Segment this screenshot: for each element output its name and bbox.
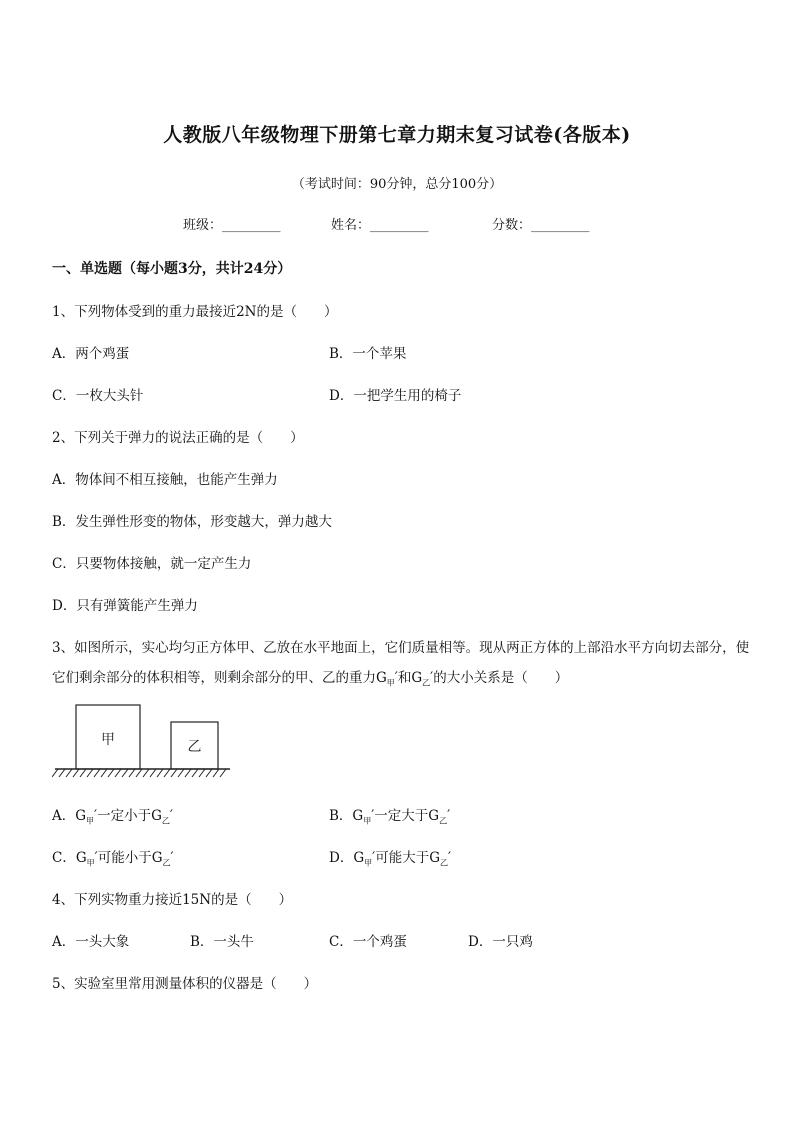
q1-option-b: B．一个苹果 [329, 346, 407, 362]
hatch-mark [164, 769, 170, 777]
hatch-mark [171, 769, 177, 777]
q4-option-a: A．一头大象 [52, 934, 130, 950]
exam-info: （考试时间：90分钟，总分100分） [291, 177, 503, 192]
question-4: 4、下列实物重力接近15N的是（ ） [52, 892, 293, 908]
cube-jia-label: 甲 [101, 732, 115, 748]
hatch-mark [206, 769, 212, 777]
name-field: 姓名：_________ [331, 218, 429, 233]
q1-option-d: D．一把学生用的椅子 [329, 388, 462, 404]
hatch-mark [101, 769, 107, 777]
question-2: 2、下列关于弹力的说法正确的是（ ） [52, 430, 304, 446]
hatch-mark [80, 769, 86, 777]
q4-option-b: B．一头牛 [190, 934, 254, 950]
hatch-mark [94, 769, 100, 777]
page-title: 人教版八年级物理下册第七章力期末复习试卷(各版本) [163, 124, 631, 146]
cubes-figure [52, 700, 234, 782]
hatch-mark [66, 769, 72, 777]
question-3 [52, 633, 752, 699]
class-field: 班级：_________ [183, 218, 281, 233]
question-5: 5、实验室里常用测量体积的仪器是（ ） [52, 976, 318, 992]
q3-option-c: C．$G_甲'$可能小于$G_乙'$ [52, 850, 174, 868]
score-field: 分数：_________ [492, 218, 590, 233]
ground-hatching [52, 769, 226, 777]
q1-option-a: A．两个鸡蛋 [52, 346, 130, 362]
hatch-mark [52, 769, 58, 777]
hatch-mark [143, 769, 149, 777]
q4-option-d: D．一只鸡 [468, 934, 533, 950]
q2-option-b: B．发生弹性形变的物体，形变越大，弹力越大 [52, 514, 332, 530]
hatch-mark [220, 769, 226, 777]
hatch-mark [136, 769, 142, 777]
q3-option-a: A．$G_甲'$一定小于$G_乙'$ [52, 808, 173, 826]
hatch-mark [185, 769, 191, 777]
hatch-mark [192, 769, 198, 777]
section-heading: 一、单选题（每小题3分，共计24分） [52, 261, 292, 277]
hatch-mark [59, 769, 65, 777]
q3-option-d: D．$G_甲'$可能大于$G_乙'$ [329, 850, 452, 868]
q4-option-c: C．一个鸡蛋 [329, 934, 407, 950]
q3-stem-part2: 的大小关系是（ ） [433, 670, 569, 686]
q3-stem-and: 和 [397, 670, 412, 686]
q2-option-d: D．只有弹簧能产生弹力 [52, 598, 198, 614]
q1-option-c: C．一枚大头针 [52, 388, 144, 404]
q3-option-b: B．$G_甲'$一定大于$G_乙'$ [329, 808, 451, 826]
question-1: 1、下列物体受到的重力最接近2N的是（ ） [52, 304, 338, 320]
hatch-mark [73, 769, 79, 777]
hatch-mark [150, 769, 156, 777]
hatch-mark [122, 769, 128, 777]
hatch-mark [213, 769, 219, 777]
hatch-mark [87, 769, 93, 777]
g-yi-symbol: $G_乙'$ [411, 670, 434, 688]
hatch-mark [157, 769, 163, 777]
hatch-mark [108, 769, 114, 777]
hatch-mark [115, 769, 121, 777]
q3-stem-part1: 3、如图所示，实心均匀正方体甲、乙放在水平地面上，它们质量相等。现从两正方体的上部沿水平方向切去部分，使它们剩余部分的体积相等，则剩余部分的甲、乙的重力 [52, 640, 750, 686]
hatch-mark [129, 769, 135, 777]
q2-option-c: C．只要物体接触，就一定产生力 [52, 556, 252, 572]
hatch-mark [199, 769, 205, 777]
hatch-mark [178, 769, 184, 777]
cube-yi-label: 乙 [187, 739, 202, 755]
g-jia-symbol: $G_甲'$ [376, 670, 398, 688]
q2-option-a: A．物体间不相互接触，也能产生弹力 [52, 472, 278, 488]
